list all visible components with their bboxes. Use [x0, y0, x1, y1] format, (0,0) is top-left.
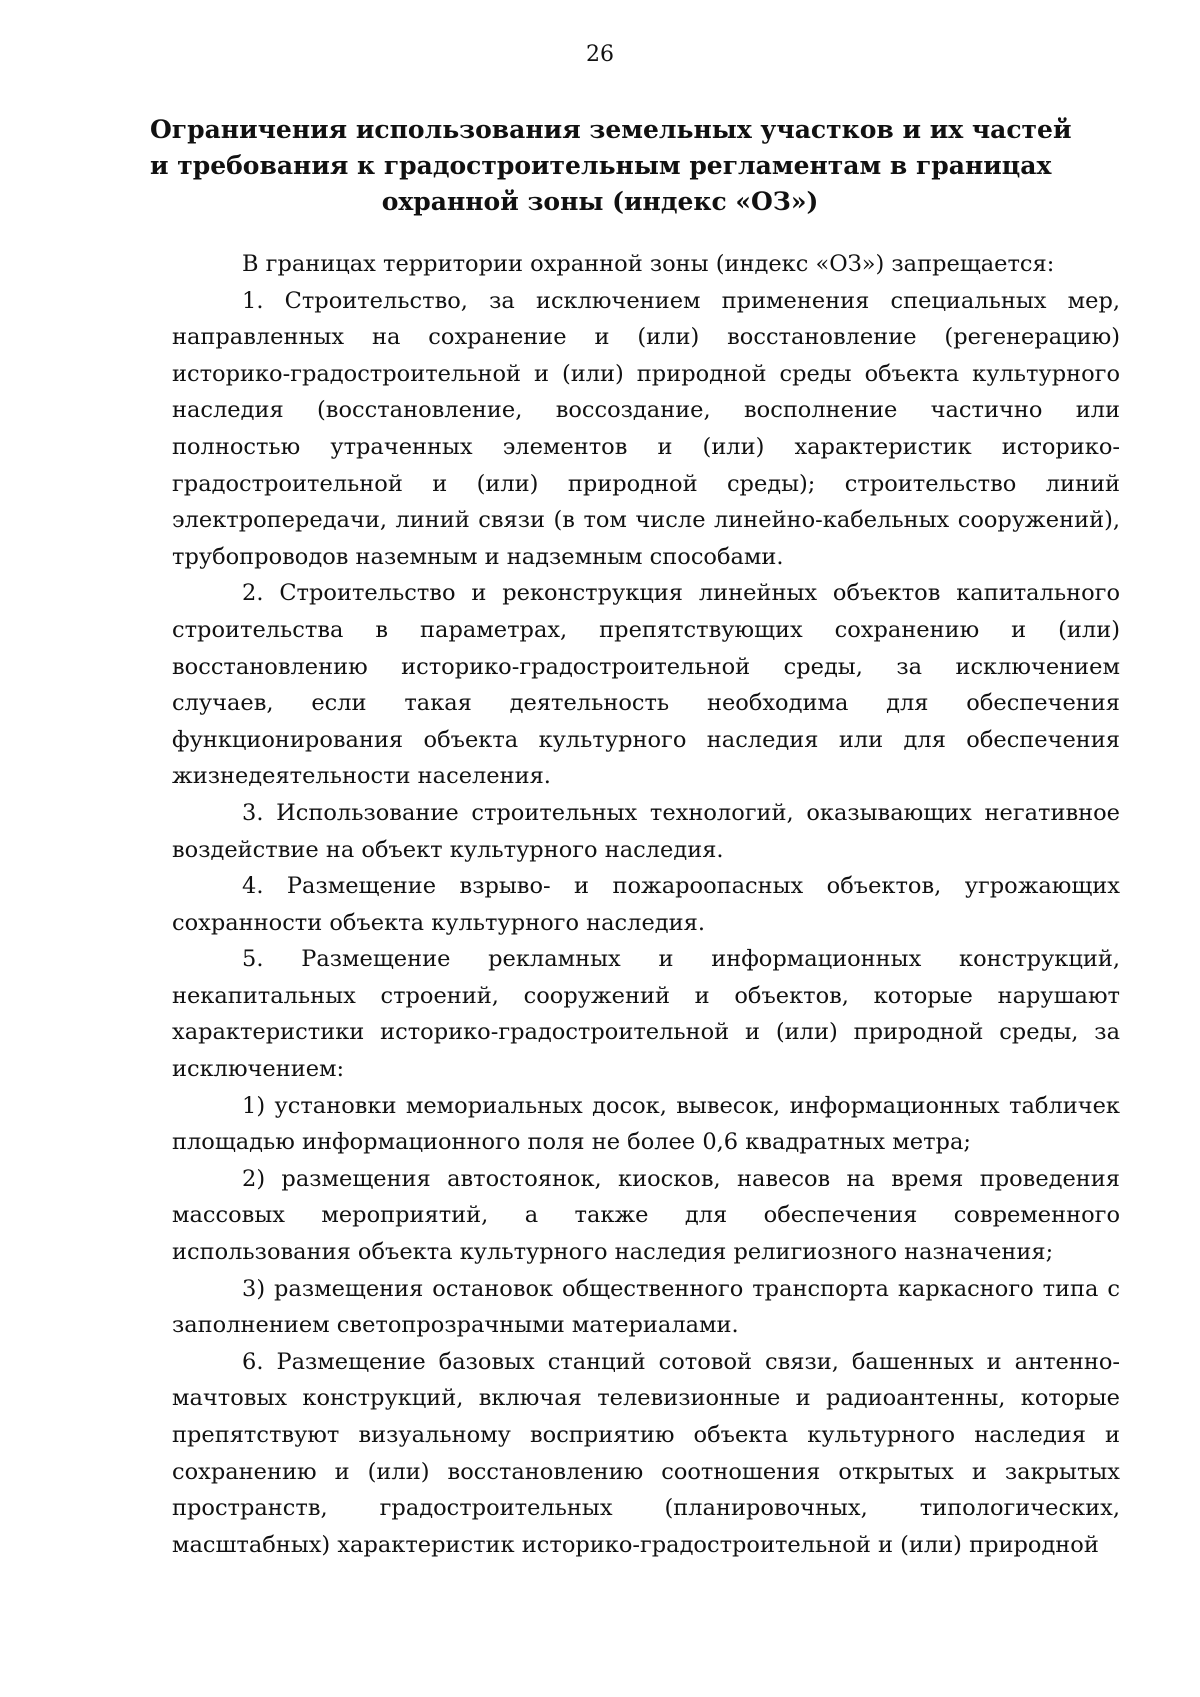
section-title-line-2: и требования к градостроительным регламентам в границах: [150, 151, 1052, 180]
subitem-2: 2) размещения автостоянок, киосков, навесов на время проведения массовых мероприятий, а также для обеспечения современного использования объекта культурного наследия религиозного назначения;: [172, 1165, 1120, 1266]
section-title-line-1: Ограничения использования земельных участков и их частей: [150, 115, 1072, 144]
paragraph-item-4: 4. Размещение взрыво- и пожароопасных объектов, угрожающих сохранности объекта культурного наследия.: [172, 873, 1120, 936]
section-title: [150, 112, 1072, 220]
paragraph-item-1: 1. Строительство, за исключением применения специальных мер, направленных на сохранение и (или) восстановление (регенерацию) историко-градостроительной и (или) природной среды объекта культурного наследия (восстановление, воссоздание, восполнение частично или полностью утраченных элементов и (или) характеристик историко-градостроительной и (или) природной среды); строительство линий электропередачи, линий связи (в том числе линейно-кабельных сооружений), трубопроводов наземным и надземным способами.: [172, 287, 1120, 570]
paragraph-item-2: 2. Строительство и реконструкция линейных объектов капитального строительства в параметрах, препятствующих сохранению и (или) восстановлению историко-градостроительной среды, за исключением случаев, если такая деятельность необходима для обеспечения функционирования объекта культурного наследия или для обеспечения жизнедеятельности населения.: [172, 580, 1120, 790]
section-title-line-3: охранной зоны (индекс «ОЗ»): [381, 187, 819, 216]
document-body: [172, 246, 1120, 1563]
subitem-3: 3) размещения остановок общественного транспорта каркасного типа с заполнением светопрозрачными материалами.: [172, 1275, 1120, 1339]
page-number: 26: [586, 42, 614, 67]
intro-paragraph: В границах территории охранной зоны (индекс «ОЗ») запрещается:: [242, 251, 1055, 277]
paragraph-item-6: 6. Размещение базовых станций сотовой связи, башенных и антенно-мачтовых конструкций, включая телевизионные и радиоантенны, которые препятствуют визуальному восприятию объекта культурного наследия и сохранению и (или) восстановлению соотношения открытых и закрытых пространств, градостроительных (планировочных, типологических, масштабных) характеристик историко-градостроительной и (или) природной: [172, 1348, 1120, 1558]
paragraph-item-3: 3. Использование строительных технологий, оказывающих негативное воздействие на объект культурного наследия.: [172, 799, 1120, 863]
subitem-1: 1) установки мемориальных досок, вывесок, информационных табличек площадью информационного поля не более 0,6 квадратных метра;: [172, 1092, 1120, 1156]
paragraph-item-5: 5. Размещение рекламных и информационных конструкций, некапитальных строений, сооружений и объектов, которые нарушают характеристики историко-градостроительной и (или) природной среды, за исключением:: [172, 946, 1120, 1083]
